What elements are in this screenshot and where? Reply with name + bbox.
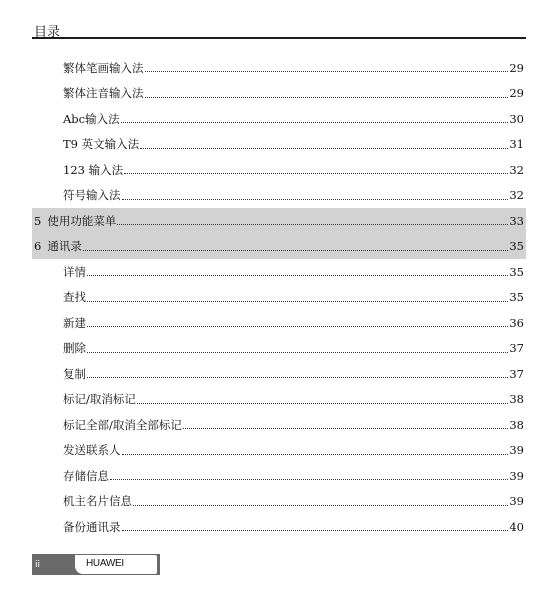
toc-entry-title: 复制 bbox=[63, 366, 86, 381]
dot-leader bbox=[87, 326, 508, 327]
dot-leader bbox=[137, 403, 508, 404]
dot-leader bbox=[122, 530, 509, 531]
toc-entry-title: 标记全部/取消全部标记 bbox=[63, 417, 182, 432]
toc-entry-row[interactable] bbox=[32, 285, 526, 311]
toc-page-number: 30 bbox=[509, 111, 524, 126]
dot-leader bbox=[145, 97, 509, 98]
toc-entry-title: 新建 bbox=[63, 315, 86, 330]
dot-leader bbox=[87, 301, 508, 302]
toc-entry-title: 通讯录 bbox=[47, 239, 82, 254]
toc-entry-row[interactable] bbox=[32, 336, 526, 362]
toc-page-number: 37 bbox=[509, 366, 524, 381]
toc-page-number: 29 bbox=[509, 60, 524, 75]
dot-leader bbox=[87, 377, 508, 378]
page-header bbox=[32, 17, 526, 39]
toc-entry-title: 备份通讯录 bbox=[63, 519, 121, 534]
dot-leader bbox=[145, 71, 509, 72]
toc-entry-row[interactable] bbox=[32, 463, 526, 489]
toc-chapter-number: 5 bbox=[34, 213, 42, 228]
dot-leader bbox=[87, 352, 508, 353]
toc-entry-row[interactable] bbox=[32, 489, 526, 515]
toc-chapter-number: 6 bbox=[34, 239, 42, 254]
toc-page-number: 33 bbox=[509, 213, 524, 228]
toc-chapter-row[interactable] bbox=[32, 234, 526, 260]
toc-entry-row[interactable] bbox=[32, 361, 526, 387]
dot-leader bbox=[122, 454, 509, 455]
toc-entry-title: 标记/取消标记 bbox=[63, 392, 136, 407]
toc-entry-row[interactable] bbox=[32, 106, 526, 132]
toc-entry-row[interactable] bbox=[32, 514, 526, 540]
toc-page-number: 35 bbox=[509, 290, 524, 305]
toc-page-number: 32 bbox=[509, 188, 524, 203]
toc-entry-row[interactable] bbox=[32, 310, 526, 336]
toc-entry-row[interactable] bbox=[32, 132, 526, 158]
toc-entry-row[interactable] bbox=[32, 259, 526, 285]
toc-page-number: 38 bbox=[509, 417, 524, 432]
toc-entry-row[interactable] bbox=[32, 387, 526, 413]
toc-entry-title: 机主名片信息 bbox=[63, 494, 132, 509]
toc-entry-row[interactable] bbox=[32, 412, 526, 438]
toc-entry-title: 详情 bbox=[63, 264, 86, 279]
dot-leader bbox=[140, 148, 508, 149]
toc-page-number: 32 bbox=[509, 162, 524, 177]
toc-entry-title: T9 英文输入法 bbox=[63, 137, 140, 152]
toc-entry-title: 繁体注音输入法 bbox=[63, 86, 144, 101]
toc-entry-title: 查找 bbox=[63, 290, 86, 305]
toc-page-number: 36 bbox=[509, 315, 524, 330]
page-footer bbox=[32, 554, 160, 575]
dot-leader bbox=[117, 224, 508, 225]
dot-leader bbox=[124, 173, 508, 174]
toc-page-number: 35 bbox=[509, 239, 524, 254]
toc-page-number: 37 bbox=[509, 341, 524, 356]
toc-entry-row[interactable] bbox=[32, 438, 526, 464]
toc-entry-row[interactable] bbox=[32, 157, 526, 183]
page-title: 目录 bbox=[34, 25, 61, 40]
toc-entry-title: 123 输入法 bbox=[63, 162, 124, 177]
dot-leader bbox=[83, 250, 509, 251]
toc-page-number: 35 bbox=[509, 264, 524, 279]
toc-page-number: 40 bbox=[509, 519, 524, 534]
toc-entry-title: 存储信息 bbox=[63, 468, 109, 483]
toc-entry-title: 发送联系人 bbox=[63, 443, 121, 458]
toc-page-number: 38 bbox=[509, 392, 524, 407]
toc-page-number: 39 bbox=[509, 494, 524, 509]
toc-entry-row[interactable] bbox=[32, 55, 526, 81]
toc-page-number: 39 bbox=[509, 443, 524, 458]
toc-entry-title: 繁体笔画输入法 bbox=[63, 60, 144, 75]
table-of-contents bbox=[32, 55, 526, 540]
page-number: ii bbox=[32, 554, 60, 575]
toc-entry-title: Abc输入法 bbox=[63, 111, 120, 126]
toc-page-number: 31 bbox=[509, 137, 524, 152]
dot-leader bbox=[87, 275, 508, 276]
dot-leader bbox=[122, 199, 509, 200]
dot-leader bbox=[121, 122, 509, 123]
toc-entry-title: 使用功能菜单 bbox=[47, 213, 117, 228]
toc-entry-row[interactable] bbox=[32, 81, 526, 107]
toc-page-number: 29 bbox=[509, 86, 524, 101]
toc-entry-title: 删除 bbox=[63, 341, 86, 356]
toc-entry-row[interactable] bbox=[32, 183, 526, 209]
brand-logo bbox=[60, 554, 160, 575]
brand-name: HUAWEI bbox=[86, 558, 124, 569]
dot-leader bbox=[183, 428, 508, 429]
toc-chapter-row[interactable] bbox=[32, 208, 526, 234]
toc-entry-title: 符号输入法 bbox=[63, 188, 121, 203]
dot-leader bbox=[133, 505, 508, 506]
dot-leader bbox=[110, 479, 508, 480]
toc-page-number: 39 bbox=[509, 468, 524, 483]
